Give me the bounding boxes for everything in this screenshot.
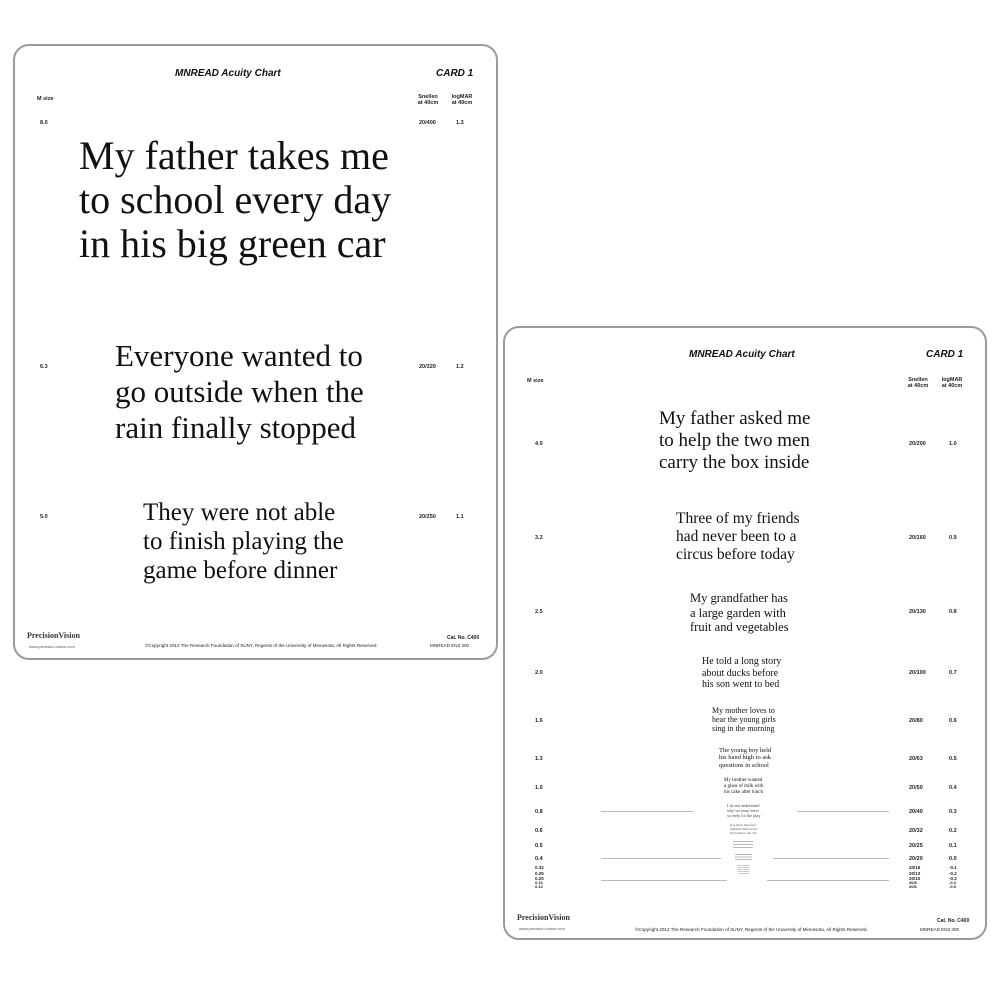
- col-header-logmar-line1: logMAR: [941, 377, 963, 383]
- col-header-logmar-line2: at 40cm: [941, 383, 963, 389]
- row-snellen: 20/100: [909, 670, 926, 676]
- row-msize: 0.16: [535, 880, 543, 885]
- row-logmar: -0.5: [949, 884, 956, 889]
- reading-sentence: [690, 591, 789, 635]
- sentence-line: game before dinner: [143, 557, 338, 584]
- reading-sentence: [115, 338, 364, 446]
- guide-rule: [797, 811, 889, 812]
- row-snellen: 20/160: [909, 535, 926, 541]
- row-logmar: 0.2: [949, 828, 957, 834]
- sentence-line: My father asked me: [659, 408, 811, 429]
- copyright-text: ©Copyright 2012 The Research Foundation of SUNY, Regents of the University of Minnesota, All Rights Reserved.: [145, 643, 378, 648]
- sentence-line: go outside when the: [115, 374, 364, 409]
- row-msize: 0.32: [535, 865, 544, 870]
- col-header-logmar: [937, 377, 967, 389]
- precision-vision-logo: PrecisionVision: [27, 631, 80, 640]
- sentence-line: fruit and vegetables: [690, 620, 789, 634]
- card-label: CARD 1: [436, 68, 474, 79]
- sentence-line: had never been to a: [676, 528, 797, 545]
- row-logmar: 0.8: [949, 609, 957, 615]
- precision-vision-logo: PrecisionVision: [517, 913, 570, 922]
- row-msize: 0.20: [535, 876, 544, 881]
- row-msize: 0.8: [535, 809, 543, 815]
- sentence-line: sing in the morning: [712, 724, 775, 733]
- row-msize: 0.13: [535, 884, 543, 889]
- row-logmar: -0.3: [949, 876, 957, 881]
- col-header-snellen-line1: Snellen: [908, 377, 928, 383]
- row-msize: 0.25: [535, 871, 544, 876]
- row-logmar: 1.3: [456, 120, 464, 126]
- reading-sentence: [730, 824, 757, 836]
- sentence-line: They were not able: [143, 499, 336, 526]
- sentence-line: The young boy held: [719, 747, 772, 754]
- row-snellen: 20/250: [419, 514, 436, 520]
- col-header-snellen: [903, 377, 933, 389]
- row-msize: 0.4: [535, 856, 543, 862]
- row-snellen: 20/8: [909, 880, 917, 885]
- reading-sentence: [79, 134, 391, 266]
- row-logmar: 0.1: [949, 843, 957, 849]
- col-header-logmar: [447, 94, 477, 106]
- col-header-snellen-line2: at 40cm: [417, 100, 439, 106]
- reading-sentence: [143, 498, 344, 585]
- logo-url: www.precision-vision.com: [29, 644, 75, 649]
- row-logmar: -0.1: [949, 865, 957, 870]
- sentence-line: Everyone wanted to: [115, 338, 363, 373]
- row-logmar: 0.7: [949, 670, 957, 676]
- row-logmar: 1.0: [949, 441, 957, 447]
- sentence-line: his cake after lunch: [724, 789, 764, 795]
- sentence-line: He told a long story: [702, 656, 782, 667]
- row-msize: 1.0: [535, 785, 543, 791]
- tiny-sentence-block: [737, 865, 750, 870]
- mnread-card-small: [503, 326, 987, 940]
- sentence-line: a large garden with: [690, 605, 786, 620]
- sentence-line: why we must leave: [727, 807, 760, 813]
- sentence-line: about ducks before: [702, 667, 779, 679]
- sentence-line: My brother wanted: [724, 778, 763, 783]
- sentence-line: My grandfather has: [690, 591, 788, 605]
- sentence-line: circus before today: [676, 546, 795, 563]
- row-snellen: 20/63: [909, 756, 923, 762]
- row-snellen: 20/50: [909, 785, 923, 791]
- row-logmar: 1.2: [456, 364, 464, 370]
- sentence-line: his son went to bed: [702, 679, 780, 690]
- row-msize: 5.0: [40, 514, 48, 520]
- row-logmar: 0.0: [949, 856, 957, 862]
- sentence-line: questions in school: [719, 761, 769, 769]
- sentence-line: rain finally stopped: [115, 410, 357, 445]
- row-snellen: 20/16: [909, 865, 921, 870]
- guide-rule: [601, 811, 693, 812]
- mnread-card-large: [13, 44, 498, 660]
- chart-title: MNREAD Acuity Chart: [175, 68, 281, 79]
- sentence-line: hear the young girls: [712, 715, 776, 724]
- col-header-snellen: [413, 94, 443, 106]
- col-header-msize: M size: [527, 378, 544, 384]
- row-logmar: -0.4: [949, 880, 956, 885]
- row-msize: 4.0: [535, 441, 543, 447]
- tiny-sentence-block: [735, 854, 752, 861]
- row-snellen: 20/6: [909, 884, 917, 889]
- sentence-line: I do not understand: [727, 803, 760, 808]
- reading-sentence: [676, 510, 800, 564]
- row-msize: 3.2: [535, 535, 543, 541]
- guide-rule: [601, 880, 727, 881]
- sentence-line: so early for the play: [727, 812, 761, 818]
- row-snellen: 20/200: [909, 441, 926, 447]
- chart-code: MNREAD EN3 300: [430, 643, 470, 648]
- row-msize: 0.6: [535, 828, 543, 834]
- row-logmar: 1.1: [456, 514, 464, 520]
- row-snellen: 20/130: [909, 609, 926, 615]
- row-msize: 2.0: [535, 670, 543, 676]
- row-logmar: -0.2: [949, 871, 957, 876]
- tiny-sentence-block: [733, 841, 753, 849]
- catalog-number: Cat. No. C400: [447, 635, 480, 641]
- sentence-line: a glass of milk with: [724, 783, 764, 789]
- reading-sentence: [712, 706, 776, 733]
- reading-sentence: [719, 747, 771, 769]
- sentence-line: in his big green car: [79, 221, 386, 266]
- col-header-logmar-line2: at 40cm: [451, 100, 473, 106]
- tiny-sentence-block: [738, 871, 749, 875]
- row-msize: 8.0: [40, 120, 48, 126]
- row-snellen: 20/320: [419, 364, 436, 370]
- col-header-snellen-line1: Snellen: [418, 94, 438, 100]
- row-logmar: 0.5: [949, 756, 957, 762]
- sentence-line: My mother loves to: [712, 706, 775, 715]
- col-header-logmar-line1: logMAR: [451, 94, 473, 100]
- catalog-number: Cat. No. C400: [937, 918, 970, 924]
- row-snellen: 20/80: [909, 718, 923, 724]
- col-header-snellen-line2: at 40cm: [907, 383, 929, 389]
- row-logmar: 0.4: [949, 785, 957, 791]
- guide-rule: [601, 858, 721, 859]
- card-label: CARD 1: [926, 349, 964, 360]
- row-msize: 0.5: [535, 843, 543, 849]
- chart-title: MNREAD Acuity Chart: [689, 349, 795, 360]
- guide-rule: [773, 858, 889, 859]
- row-msize: 1.6: [535, 718, 543, 724]
- row-logmar: 0.9: [949, 535, 957, 541]
- row-msize: 2.5: [535, 609, 543, 615]
- sentence-line: my home to the city: [730, 830, 758, 835]
- row-snellen: 20/400: [419, 120, 436, 126]
- row-snellen: 20/25: [909, 843, 923, 849]
- reading-sentence: [702, 656, 781, 691]
- row-msize: 6.3: [40, 364, 48, 370]
- row-snellen: 20/13: [909, 871, 921, 876]
- row-snellen: 20/40: [909, 809, 923, 815]
- row-snellen: 20/10: [909, 876, 921, 881]
- sentence-line: to school every day: [79, 177, 392, 222]
- sentence-line: his hand high to ask: [719, 754, 771, 762]
- row-msize: 1.3: [535, 756, 543, 762]
- sentence-line: carry the box inside: [659, 452, 810, 473]
- reading-sentence: [727, 804, 761, 818]
- reading-sentence: [724, 778, 763, 795]
- copyright-text: ©Copyright 2012 The Research Foundation of SUNY, Regents of the University of Minnesota, All Rights Reserved.: [635, 927, 868, 932]
- reading-sentence: [659, 408, 810, 474]
- row-logmar: 0.3: [949, 809, 957, 815]
- logo-url: www.precision-vision.com: [519, 926, 565, 931]
- sentence-line: hundred miles from: [730, 826, 757, 831]
- sentence-line: Three of my friends: [676, 510, 800, 527]
- sentence-line: My father takes me: [79, 133, 389, 178]
- sentence-line: to help the two men: [659, 430, 810, 451]
- sentence-line: to finish playing the: [143, 528, 344, 555]
- col-header-msize: M size: [37, 96, 54, 102]
- row-snellen: 20/20: [909, 856, 923, 862]
- row-snellen: 20/32: [909, 828, 923, 834]
- chart-code: MNREAD EN3 300: [920, 927, 960, 932]
- row-logmar: 0.6: [949, 718, 957, 724]
- sentence-line: It is more than five: [730, 823, 756, 827]
- guide-rule: [767, 880, 889, 881]
